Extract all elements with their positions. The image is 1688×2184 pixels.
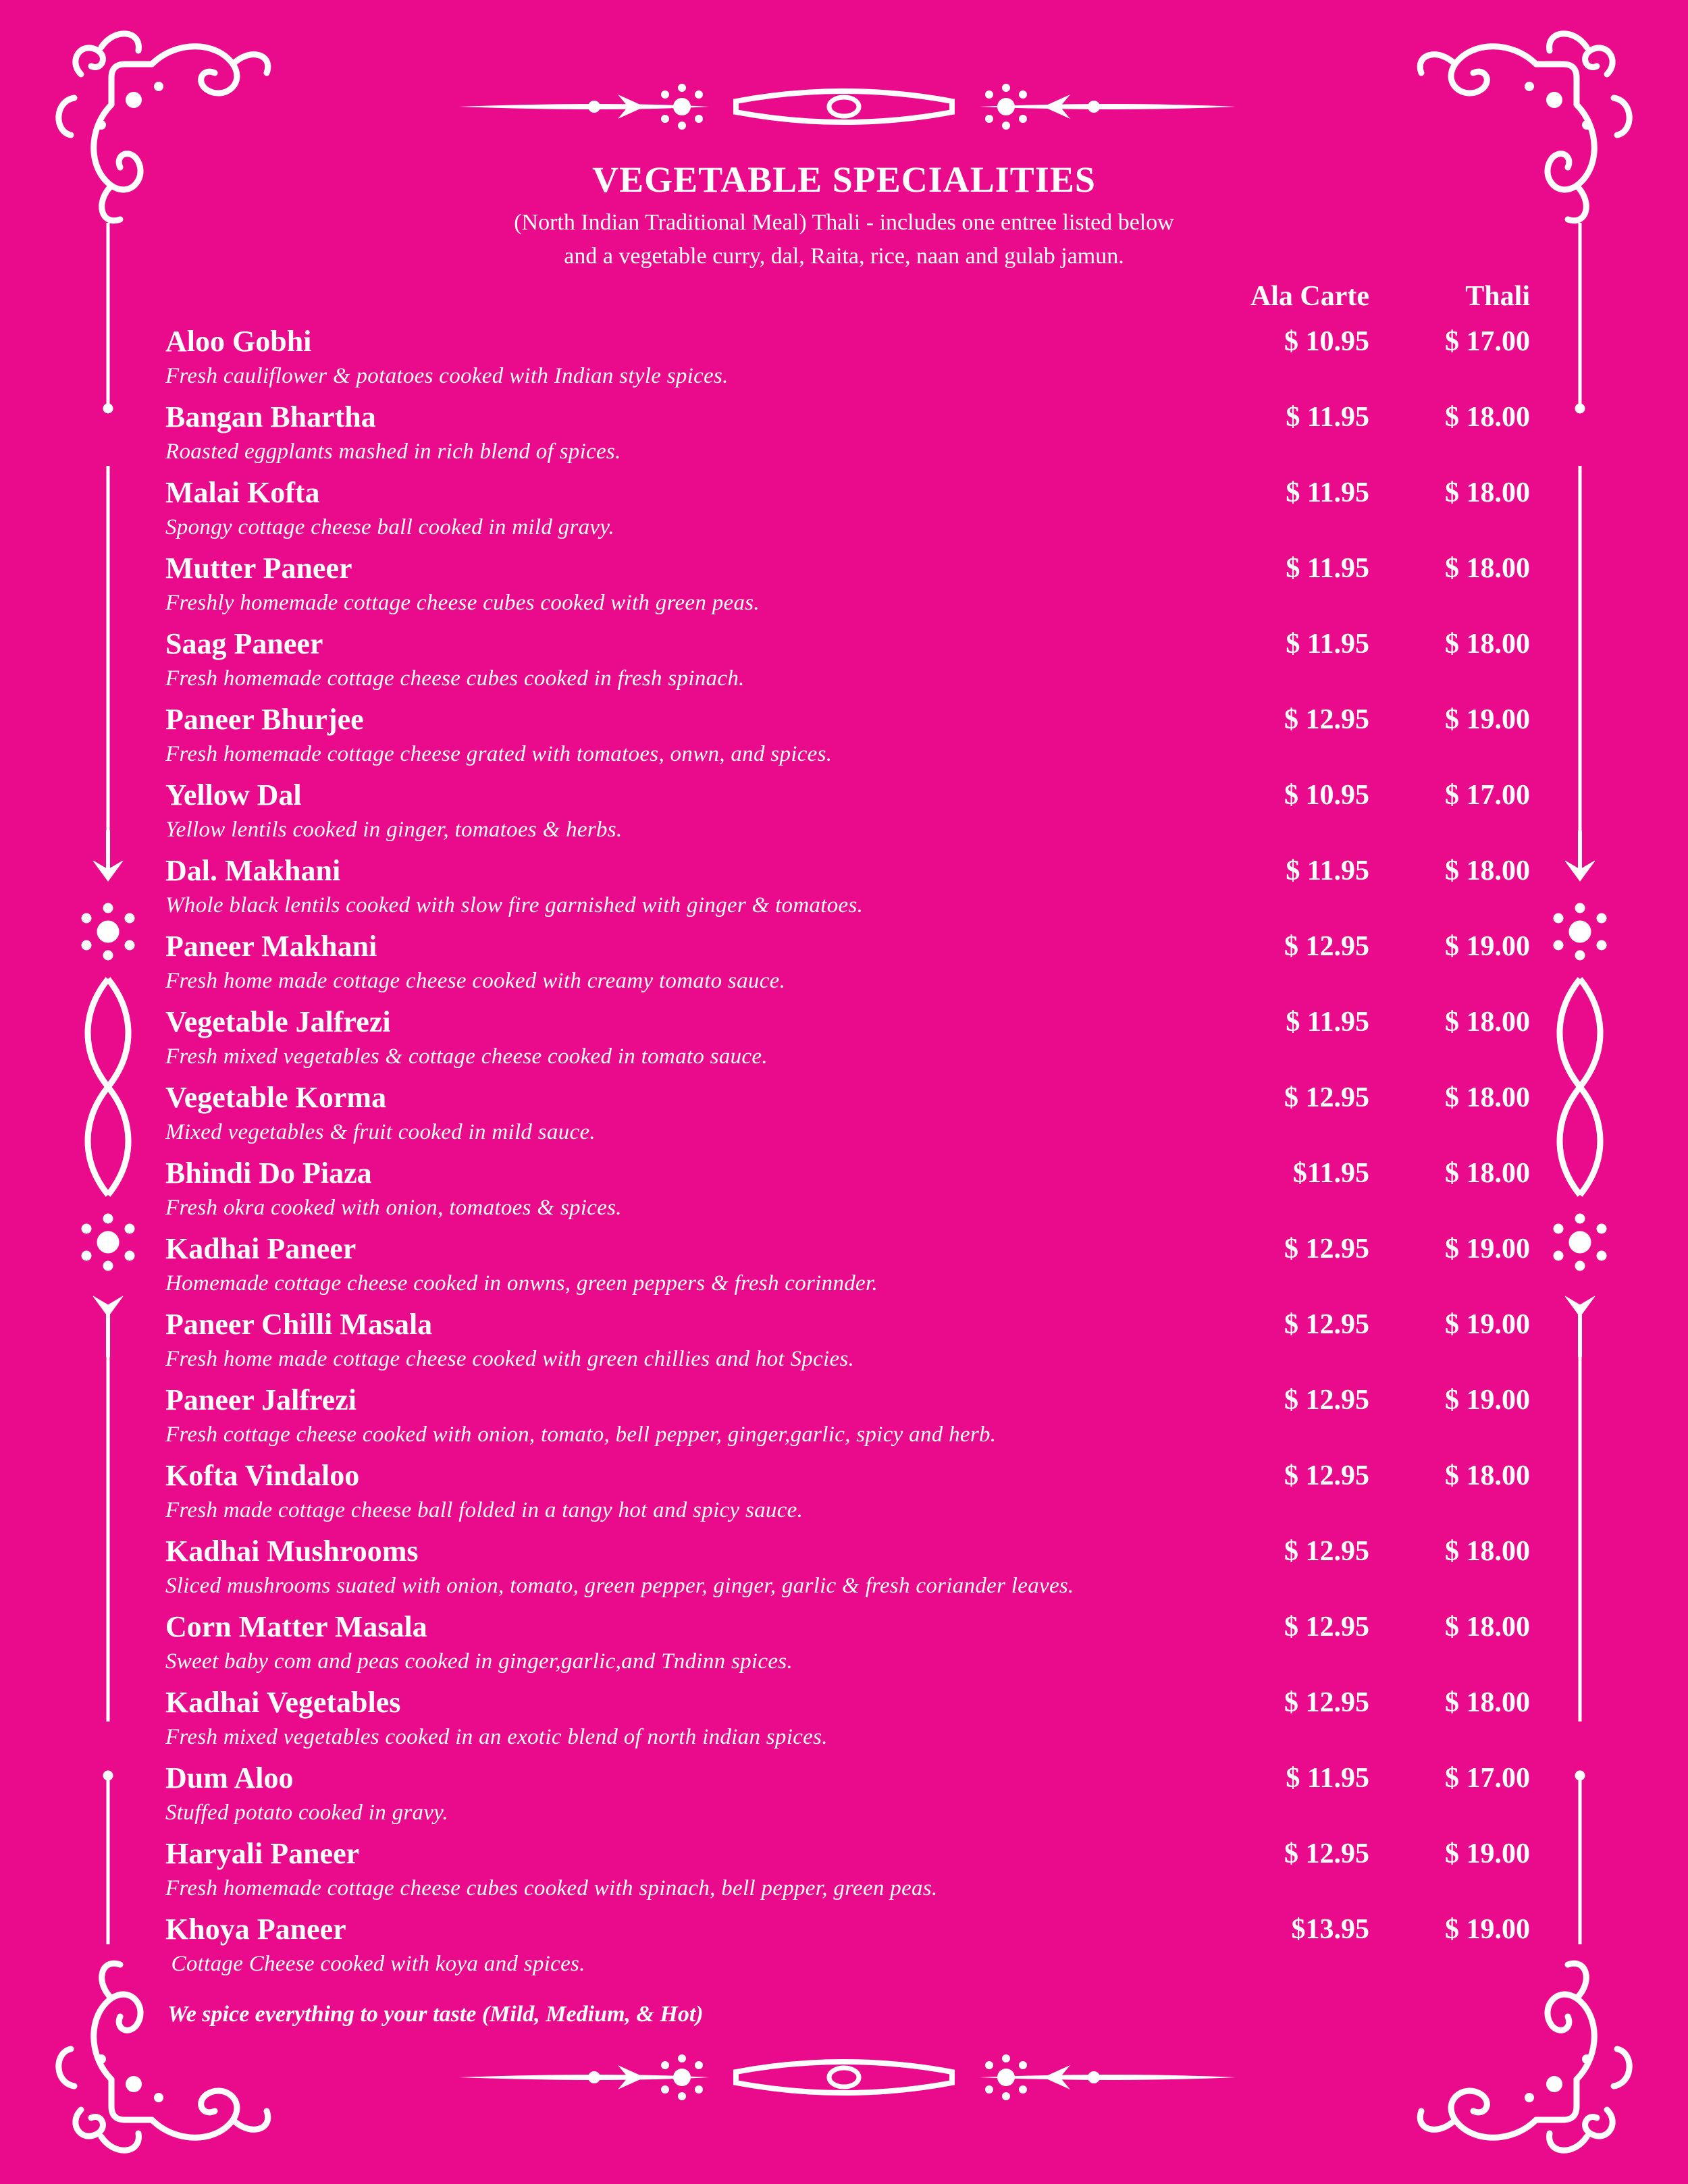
menu-item-price-thali: $ 18.00 [1445, 629, 1530, 660]
menu-item-name: Khoya Paneer [165, 1913, 346, 1946]
menu-item-description: Fresh cauliflower & potatoes cooked with Indian style spices. [165, 364, 729, 388]
menu-item-price-thali: $ 19.00 [1445, 1233, 1530, 1264]
menu-item-name: Kofta Vindaloo [165, 1459, 360, 1492]
menu-item-description: Cottage Cheese cooked with koya and spices. [165, 1952, 585, 1976]
menu-item-description: Fresh okra cooked with onion, tomatoes & spices. [165, 1196, 622, 1220]
menu-item-description: Spongy cottage cheese ball cooked in mild gravy. [165, 515, 615, 539]
menu-list [0, 322, 1688, 1986]
menu-item-name: Vegetable Korma [165, 1081, 387, 1114]
menu-item-price-thali: $ 19.00 [1445, 1385, 1530, 1416]
menu-item-price-thali: $ 18.00 [1445, 1082, 1530, 1113]
menu-item-name: Aloo Gobhi [165, 325, 312, 358]
menu-item-price-thali: $ 18.00 [1445, 1536, 1530, 1567]
menu-item-price-thali: $ 18.00 [1445, 477, 1530, 508]
menu-item-description: Fresh homemade cottage cheese cubes cooked in fresh spinach. [165, 666, 745, 691]
menu-item-price-ala-carte: $ 11.95 [1286, 477, 1369, 508]
menu-item [0, 1381, 1688, 1456]
menu-item-description: Fresh mixed vegetables cooked in an exotic blend of north indian spices. [165, 1725, 828, 1749]
menu-item-price-ala-carte: $ 12.95 [1284, 1233, 1369, 1264]
menu-item-description: Freshly homemade cottage cheese cubes cooked with green peas. [165, 591, 760, 615]
menu-item [0, 624, 1688, 700]
subtitle-line-1: (North Indian Traditional Meal) Thali - includes one entree listed below [514, 210, 1174, 235]
menu-item-name: Paneer Jalfrezi [165, 1383, 357, 1416]
menu-item-price-ala-carte: $ 11.95 [1286, 1763, 1369, 1794]
menu-item [0, 700, 1688, 776]
menu-item [0, 1532, 1688, 1607]
menu-item-name: Mutter Paneer [165, 552, 352, 585]
menu-item-name: Kadhai Vegetables [165, 1686, 401, 1719]
menu-item-price-thali: $ 18.00 [1445, 855, 1530, 886]
menu-item-price-thali: $ 19.00 [1445, 704, 1530, 735]
menu-item-name: Kadhai Paneer [165, 1232, 357, 1265]
menu-item-price-ala-carte: $ 11.95 [1286, 855, 1369, 886]
menu-item-price-ala-carte: $ 12.95 [1284, 1687, 1369, 1718]
menu-item-name: Dal. Makhani [165, 854, 341, 887]
menu-item-price-ala-carte: $ 10.95 [1284, 780, 1369, 811]
menu-item-price-thali: $ 18.00 [1445, 1687, 1530, 1718]
page-subtitle [0, 206, 1688, 273]
menu-item-description: Fresh homemade cottage cheese grated with tomatoes, onwn, and spices. [165, 742, 833, 766]
menu-item [0, 1154, 1688, 1229]
page-title: VEGETABLE SPECIALITIES [592, 159, 1096, 200]
menu-item [0, 1229, 1688, 1305]
menu-item [0, 1683, 1688, 1759]
column-header-ala-carte: Ala Carte [1250, 281, 1369, 312]
menu-item-price-ala-carte: $ 11.95 [1286, 629, 1369, 660]
menu-item-price-thali: $ 18.00 [1445, 1612, 1530, 1643]
menu-item [0, 1078, 1688, 1154]
menu-item-price-thali: $ 18.00 [1445, 1460, 1530, 1491]
menu-item-price-thali: $ 17.00 [1445, 1763, 1530, 1794]
menu-item-price-thali: $ 17.00 [1445, 780, 1530, 811]
menu-item-description: Sweet baby com and peas cooked in ginger,garlic,and Tndinn spices. [165, 1649, 793, 1674]
menu-item [0, 927, 1688, 1003]
menu-item-price-ala-carte: $ 12.95 [1284, 1460, 1369, 1491]
menu-item [0, 473, 1688, 549]
menu-item-description: Yellow lentils cooked in ginger, tomatoes & herbs. [165, 818, 623, 842]
menu-item-description: Fresh made cottage cheese ball folded in a tangy hot and spicy sauce. [165, 1498, 803, 1522]
menu-item-description: Stuffed potato cooked in gravy. [165, 1801, 448, 1825]
menu-item-price-ala-carte: $ 11.95 [1286, 1007, 1369, 1038]
menu-item [0, 1456, 1688, 1532]
menu-item-name: Malai Kofta [165, 476, 320, 509]
menu-item [0, 1759, 1688, 1834]
menu-item-price-thali: $ 19.00 [1445, 1914, 1530, 1945]
menu-item-description: Fresh cottage cheese cooked with onion, tomato, bell pepper, ginger,garlic, spicy and herb. [165, 1422, 997, 1447]
menu-item-name: Haryali Paneer [165, 1837, 360, 1870]
menu-item-price-thali: $ 18.00 [1445, 1158, 1530, 1189]
menu-item [0, 1003, 1688, 1078]
menu-item [0, 398, 1688, 473]
menu-item [0, 549, 1688, 624]
menu-item-price-thali: $ 17.00 [1445, 326, 1530, 357]
menu-item-description: Fresh home made cottage cheese cooked with green chillies and hot Spcies. [165, 1347, 855, 1371]
menu-item-price-thali: $ 19.00 [1445, 931, 1530, 962]
menu-item [0, 322, 1688, 398]
menu-item-price-ala-carte: $ 12.95 [1284, 1612, 1369, 1643]
menu-item-description: Homemade cottage cheese cooked in onwns, green peppers & fresh corinnder. [165, 1271, 878, 1296]
column-header-thali: Thali [1465, 281, 1530, 312]
menu-item-description: Fresh mixed vegetables & cottage cheese cooked in tomato sauce. [165, 1044, 768, 1069]
menu-item-description: Sliced mushrooms suated with onion, tomato, green pepper, ginger, garlic & fresh coriander leaves. [165, 1574, 1074, 1598]
menu-item-name: Yellow Dal [165, 778, 302, 811]
menu-item-description: Fresh home made cottage cheese cooked with creamy tomato sauce. [165, 969, 786, 993]
menu-item-name: Saag Paneer [165, 627, 323, 660]
menu-item-name: Vegetable Jalfrezi [165, 1005, 391, 1038]
menu-item-price-thali: $ 18.00 [1445, 553, 1530, 584]
menu-item-price-ala-carte: $11.95 [1292, 1158, 1369, 1189]
menu-item-name: Dum Aloo [165, 1761, 294, 1794]
menu-item-price-ala-carte: $ 12.95 [1284, 704, 1369, 735]
menu-item-description: Fresh homemade cottage cheese cubes cooked with spinach, bell pepper, green peas. [165, 1876, 938, 1900]
menu-item [0, 776, 1688, 851]
menu-item-price-ala-carte: $ 12.95 [1284, 931, 1369, 962]
menu-item-price-ala-carte: $ 12.95 [1284, 1838, 1369, 1869]
menu-item-price-ala-carte: $ 10.95 [1284, 326, 1369, 357]
menu-item-name: Corn Matter Masala [165, 1610, 427, 1643]
menu-item-price-ala-carte: $ 11.95 [1286, 402, 1369, 433]
menu-item-price-ala-carte: $ 12.95 [1284, 1385, 1369, 1416]
subtitle-line-2: and a vegetable curry, dal, Raita, rice, naan and gulab jamun. [564, 244, 1124, 269]
menu-item-price-thali: $ 18.00 [1445, 1007, 1530, 1038]
menu-item-price-ala-carte: $ 12.95 [1284, 1082, 1369, 1113]
menu-item-name: Paneer Makhani [165, 930, 377, 963]
menu-item-price-thali: $ 19.00 [1445, 1309, 1530, 1340]
menu-item-description: Mixed vegetables & fruit cooked in mild sauce. [165, 1120, 596, 1144]
menu-item-name: Paneer Bhurjee [165, 703, 364, 736]
menu-item [0, 851, 1688, 927]
menu-item-price-ala-carte: $13.95 [1291, 1914, 1369, 1945]
menu-item [0, 1910, 1688, 1986]
menu-item-price-thali: $ 19.00 [1445, 1838, 1530, 1869]
menu-item-name: Bangan Bhartha [165, 400, 376, 433]
menu-item-description: Roasted eggplants mashed in rich blend of spices. [165, 440, 621, 464]
menu-item-price-ala-carte: $ 12.95 [1284, 1536, 1369, 1567]
menu-item-price-thali: $ 18.00 [1445, 402, 1530, 433]
menu-item-name: Kadhai Mushrooms [165, 1535, 419, 1568]
menu-item-price-ala-carte: $ 11.95 [1286, 553, 1369, 584]
menu-item-description: Whole black lentils cooked with slow fire garnished with ginger & tomatoes. [165, 893, 864, 917]
menu-item [0, 1834, 1688, 1910]
menu-item-name: Paneer Chilli Masala [165, 1308, 433, 1341]
menu-item-price-ala-carte: $ 12.95 [1284, 1309, 1369, 1340]
menu-item [0, 1607, 1688, 1683]
spice-footnote: We spice everything to your taste (Mild, Medium, & Hot) [167, 2002, 704, 2027]
menu-item-name: Bhindi Do Piaza [165, 1156, 372, 1190]
menu-item [0, 1305, 1688, 1381]
